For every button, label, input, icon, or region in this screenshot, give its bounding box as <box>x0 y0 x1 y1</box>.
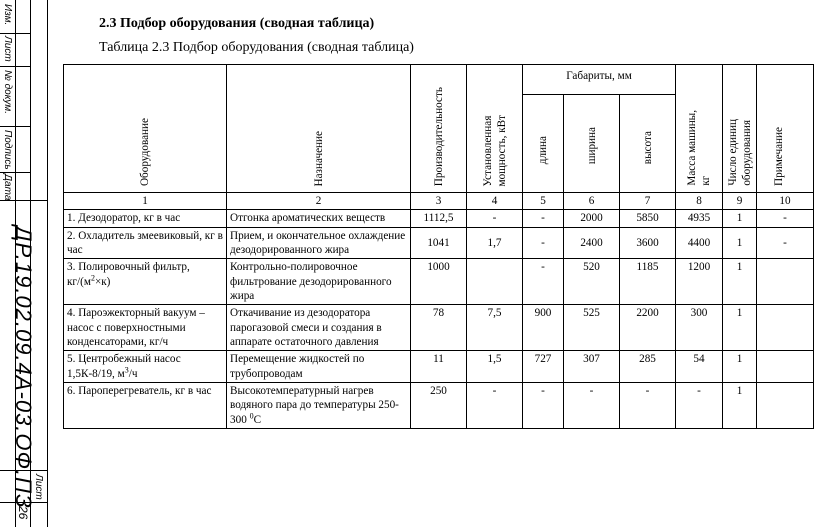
cell-productivity: 1041 <box>411 227 467 259</box>
stamp-label-date: Дата <box>2 174 13 201</box>
column-number: 6 <box>564 193 620 210</box>
header-purpose: Назначение <box>227 65 411 193</box>
cell-note <box>757 351 814 383</box>
stamp-label-doc-number: № докум. <box>2 70 13 115</box>
cell-height: - <box>620 382 676 428</box>
cell-length: - <box>523 382 564 428</box>
cell-units: 1 <box>723 227 757 259</box>
cell-purpose: Прием, и окончательное охлаждение дезодорированного жира <box>227 227 411 259</box>
header-width: ширина <box>564 95 620 193</box>
cell-width: 520 <box>564 259 620 305</box>
table-row <box>64 382 814 428</box>
cell-power: - <box>467 382 523 428</box>
cell-units: 1 <box>723 305 757 351</box>
sheet-number: 26 <box>16 506 30 520</box>
column-number: 5 <box>523 193 564 210</box>
cell-equipment: 6. Пароперегреватель, кг в час <box>64 382 227 428</box>
cell-productivity: 1112,5 <box>411 210 467 227</box>
cell-units: 1 <box>723 351 757 383</box>
cell-units: 1 <box>723 259 757 305</box>
cell-height: 285 <box>620 351 676 383</box>
cell-note <box>757 305 814 351</box>
table-caption: Таблица 2.3 Подбор оборудования (сводная таблица) <box>99 40 414 55</box>
cell-width: 2000 <box>564 210 620 227</box>
column-number: 1 <box>64 193 227 210</box>
cell-width: - <box>564 382 620 428</box>
page-content <box>47 0 816 527</box>
table-row <box>64 227 814 259</box>
cell-purpose: Перемещение жидкостей по трубопроводам <box>227 351 411 383</box>
cell-width: 525 <box>564 305 620 351</box>
cell-height: 1185 <box>620 259 676 305</box>
cell-note <box>757 382 814 428</box>
cell-height: 3600 <box>620 227 676 259</box>
cell-length: - <box>523 259 564 305</box>
cell-power <box>467 259 523 305</box>
column-number: 9 <box>723 193 757 210</box>
cell-mass: 1200 <box>676 259 723 305</box>
cell-purpose: Контрольно-полировочное фильтрование дезодорированного жира <box>227 259 411 305</box>
cell-purpose: Высокотемпературный нагрев водяного пара до температуры 250-300 $^0$С <box>227 382 411 428</box>
cell-note: - <box>757 210 814 227</box>
document-code: ДР.19.02.09.4А-03.ОФ.ПЗ <box>11 226 36 509</box>
cell-power: 1,7 <box>467 227 523 259</box>
cell-mass: 4935 <box>676 210 723 227</box>
cell-purpose: Отгонка ароматических веществ <box>227 210 411 227</box>
column-number: 8 <box>676 193 723 210</box>
cell-productivity: 250 <box>411 382 467 428</box>
cell-units: 1 <box>723 210 757 227</box>
cell-length: 727 <box>523 351 564 383</box>
equipment-table <box>63 64 814 429</box>
cell-purpose: Откачивание из дезодоратора парогазовой смеси и создания в аппарате остаточного давления <box>227 305 411 351</box>
header-productivity: Производительность <box>411 65 467 193</box>
cell-mass: 300 <box>676 305 723 351</box>
table-row <box>64 305 814 351</box>
title-block-frame <box>0 0 48 527</box>
stamp-label-change: Изм. <box>2 4 13 26</box>
column-number: 4 <box>467 193 523 210</box>
stamp-label-signature: Подпись <box>2 130 13 170</box>
cell-length: - <box>523 210 564 227</box>
cell-equipment: 2. Охладитель змеевиковый, кг в час <box>64 227 227 259</box>
table-row <box>64 351 814 383</box>
cell-productivity: 78 <box>411 305 467 351</box>
column-number-row <box>64 193 814 210</box>
cell-height: 2200 <box>620 305 676 351</box>
cell-mass: 4400 <box>676 227 723 259</box>
cell-power: 1,5 <box>467 351 523 383</box>
cell-mass: 54 <box>676 351 723 383</box>
header-length: длина <box>523 95 564 193</box>
header-units: Число единиц оборудования <box>723 65 757 193</box>
stamp-label-sheet: Лист <box>2 36 13 62</box>
header-row-1 <box>64 65 814 95</box>
section-heading: 2.3 Подбор оборудования (сводная таблица) <box>99 16 375 31</box>
cell-width: 2400 <box>564 227 620 259</box>
sheet-label: Лист <box>33 474 44 500</box>
table-row <box>64 259 814 305</box>
cell-productivity: 11 <box>411 351 467 383</box>
table-row <box>64 210 814 227</box>
column-number: 10 <box>757 193 814 210</box>
header-height: высота <box>620 95 676 193</box>
header-power: Установленная мощность, кВт <box>467 65 523 193</box>
column-number: 2 <box>227 193 411 210</box>
cell-length: 900 <box>523 305 564 351</box>
cell-power: - <box>467 210 523 227</box>
header-equipment: Оборудование <box>64 65 227 193</box>
cell-width: 307 <box>564 351 620 383</box>
cell-height: 5850 <box>620 210 676 227</box>
cell-equipment: 1. Дезодоратор, кг в час <box>64 210 227 227</box>
cell-productivity: 1000 <box>411 259 467 305</box>
header-mass: Масса машины, кг <box>676 65 723 193</box>
column-number: 3 <box>411 193 467 210</box>
cell-equipment: 4. Пароэжекторный вакуум – насос с поверхностными конденсаторами, кг/ч <box>64 305 227 351</box>
cell-note: - <box>757 227 814 259</box>
header-note: Примечание <box>757 65 814 193</box>
header-dimensions: Габариты, мм <box>523 65 676 95</box>
cell-units: 1 <box>723 382 757 428</box>
column-number: 7 <box>620 193 676 210</box>
cell-power: 7,5 <box>467 305 523 351</box>
cell-equipment: 5. Центробежный насос 1,5К-8/19, $м^3/ч$ <box>64 351 227 383</box>
cell-mass: - <box>676 382 723 428</box>
cell-note <box>757 259 814 305</box>
cell-length: - <box>523 227 564 259</box>
cell-equipment: 3. Полировочный фильтр, $кг/(м^2\times к)$ <box>64 259 227 305</box>
